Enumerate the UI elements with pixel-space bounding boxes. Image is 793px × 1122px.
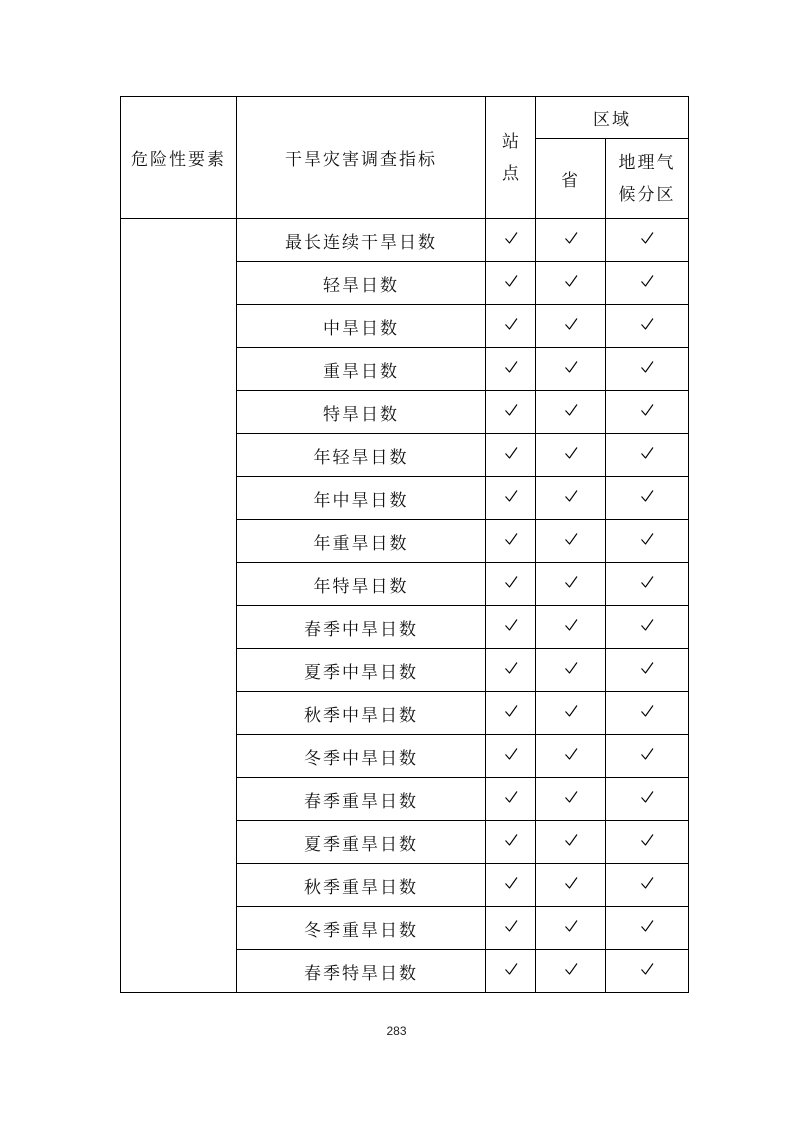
zone-check-cell (606, 907, 689, 950)
zone-check-cell (606, 262, 689, 305)
zone-check-cell (606, 305, 689, 348)
checkmark-icon (564, 403, 578, 417)
indicator-cell: 中旱日数 (237, 305, 486, 348)
checkmark-icon (640, 446, 654, 460)
indicator-cell: 春季重旱日数 (237, 778, 486, 821)
province-check-cell (536, 477, 606, 520)
checkmark-icon (564, 231, 578, 245)
zone-check-cell (606, 778, 689, 821)
checkmark-icon (504, 446, 518, 460)
station-check-cell (486, 778, 536, 821)
station-check-cell (486, 735, 536, 778)
station-check-cell (486, 391, 536, 434)
zone-check-cell (606, 477, 689, 520)
checkmark-icon (564, 532, 578, 546)
province-check-cell (536, 692, 606, 735)
zone-check-cell (606, 649, 689, 692)
checkmark-icon (640, 274, 654, 288)
indicator-cell: 夏季重旱日数 (237, 821, 486, 864)
checkmark-icon (640, 747, 654, 761)
checkmark-icon (504, 919, 518, 933)
checkmark-icon (564, 833, 578, 847)
zone-check-cell (606, 219, 689, 262)
zone-check-cell (606, 692, 689, 735)
checkmark-icon (564, 446, 578, 460)
zone-check-cell (606, 606, 689, 649)
province-check-cell (536, 778, 606, 821)
header-station-label: 站点 (501, 131, 519, 184)
checkmark-icon (564, 747, 578, 761)
province-check-cell (536, 864, 606, 907)
indicator-cell: 特旱日数 (237, 391, 486, 434)
indicator-cell: 年重旱日数 (237, 520, 486, 563)
checkmark-icon (504, 317, 518, 331)
checkmark-icon (564, 618, 578, 632)
checkmark-icon (564, 489, 578, 503)
zone-check-cell (606, 434, 689, 477)
indicator-cell: 重旱日数 (237, 348, 486, 391)
checkmark-icon (640, 661, 654, 675)
station-check-cell (486, 692, 536, 735)
station-check-cell (486, 821, 536, 864)
province-check-cell (536, 649, 606, 692)
indicator-cell: 冬季重旱日数 (237, 907, 486, 950)
checkmark-icon (504, 962, 518, 976)
checkmark-icon (640, 704, 654, 718)
checkmark-icon (564, 704, 578, 718)
indicator-cell: 年特旱日数 (237, 563, 486, 606)
zone-check-cell (606, 520, 689, 563)
table-row (121, 219, 689, 262)
station-check-cell (486, 563, 536, 606)
indicator-cell: 夏季中旱日数 (237, 649, 486, 692)
indicator-cell: 冬季中旱日数 (237, 735, 486, 778)
province-check-cell (536, 907, 606, 950)
indicator-cell: 年中旱日数 (237, 477, 486, 520)
station-check-cell (486, 950, 536, 993)
checkmark-icon (640, 618, 654, 632)
checkmark-icon (504, 403, 518, 417)
zone-check-cell (606, 821, 689, 864)
station-check-cell (486, 348, 536, 391)
province-check-cell (536, 262, 606, 305)
page-number: 283 (386, 1024, 407, 1038)
checkmark-icon (640, 403, 654, 417)
checkmark-icon (640, 575, 654, 589)
checkmark-icon (564, 360, 578, 374)
province-check-cell (536, 434, 606, 477)
station-check-cell (486, 864, 536, 907)
checkmark-icon (504, 661, 518, 675)
header-climate-zone-line2: 候分区 (618, 184, 676, 205)
station-check-cell (486, 477, 536, 520)
checkmark-icon (640, 919, 654, 933)
checkmark-icon (564, 575, 578, 589)
station-check-cell (486, 219, 536, 262)
checkmark-icon (504, 618, 518, 632)
header-indicator: 干旱灾害调查指标 (237, 97, 486, 219)
zone-check-cell (606, 864, 689, 907)
province-check-cell (536, 520, 606, 563)
checkmark-icon (640, 489, 654, 503)
station-check-cell (486, 520, 536, 563)
checkmark-icon (640, 962, 654, 976)
indicator-cell: 秋季中旱日数 (237, 692, 486, 735)
province-check-cell (536, 950, 606, 993)
province-check-cell (536, 606, 606, 649)
province-check-cell (536, 305, 606, 348)
drought-indicator-table (120, 96, 689, 993)
station-check-cell (486, 262, 536, 305)
indicator-cell: 春季特旱日数 (237, 950, 486, 993)
checkmark-icon (640, 833, 654, 847)
checkmark-icon (564, 790, 578, 804)
checkmark-icon (504, 790, 518, 804)
checkmark-icon (640, 231, 654, 245)
province-check-cell (536, 821, 606, 864)
checkmark-icon (564, 317, 578, 331)
indicator-cell: 年轻旱日数 (237, 434, 486, 477)
header-region: 区域 (536, 97, 689, 139)
checkmark-icon (504, 489, 518, 503)
station-check-cell (486, 434, 536, 477)
checkmark-icon (504, 274, 518, 288)
header-risk-element: 危险性要素 (121, 97, 237, 219)
province-check-cell (536, 563, 606, 606)
checkmark-icon (504, 575, 518, 589)
zone-check-cell (606, 391, 689, 434)
checkmark-icon (504, 704, 518, 718)
province-check-cell (536, 735, 606, 778)
station-check-cell (486, 907, 536, 950)
indicator-cell: 秋季重旱日数 (237, 864, 486, 907)
risk-element-cell (121, 219, 237, 993)
station-check-cell (486, 606, 536, 649)
checkmark-icon (504, 532, 518, 546)
province-check-cell (536, 348, 606, 391)
checkmark-icon (640, 790, 654, 804)
station-check-cell (486, 305, 536, 348)
checkmark-icon (564, 962, 578, 976)
checkmark-icon (564, 274, 578, 288)
checkmark-icon (504, 833, 518, 847)
zone-check-cell (606, 950, 689, 993)
checkmark-icon (640, 532, 654, 546)
header-climate-zone (606, 139, 689, 219)
indicator-cell: 最长连续干旱日数 (237, 219, 486, 262)
indicator-cell: 春季中旱日数 (237, 606, 486, 649)
checkmark-icon (504, 231, 518, 245)
checkmark-icon (640, 360, 654, 374)
checkmark-icon (640, 876, 654, 890)
header-station (486, 97, 536, 219)
checkmark-icon (564, 661, 578, 675)
zone-check-cell (606, 735, 689, 778)
zone-check-cell (606, 348, 689, 391)
province-check-cell (536, 391, 606, 434)
checkmark-icon (504, 876, 518, 890)
checkmark-icon (504, 747, 518, 761)
indicator-cell: 轻旱日数 (237, 262, 486, 305)
header-province: 省 (536, 139, 606, 219)
checkmark-icon (504, 360, 518, 374)
station-check-cell (486, 649, 536, 692)
checkmark-icon (564, 876, 578, 890)
checkmark-icon (564, 919, 578, 933)
zone-check-cell (606, 563, 689, 606)
checkmark-icon (640, 317, 654, 331)
province-check-cell (536, 219, 606, 262)
header-climate-zone-line1: 地理气 (618, 152, 676, 173)
